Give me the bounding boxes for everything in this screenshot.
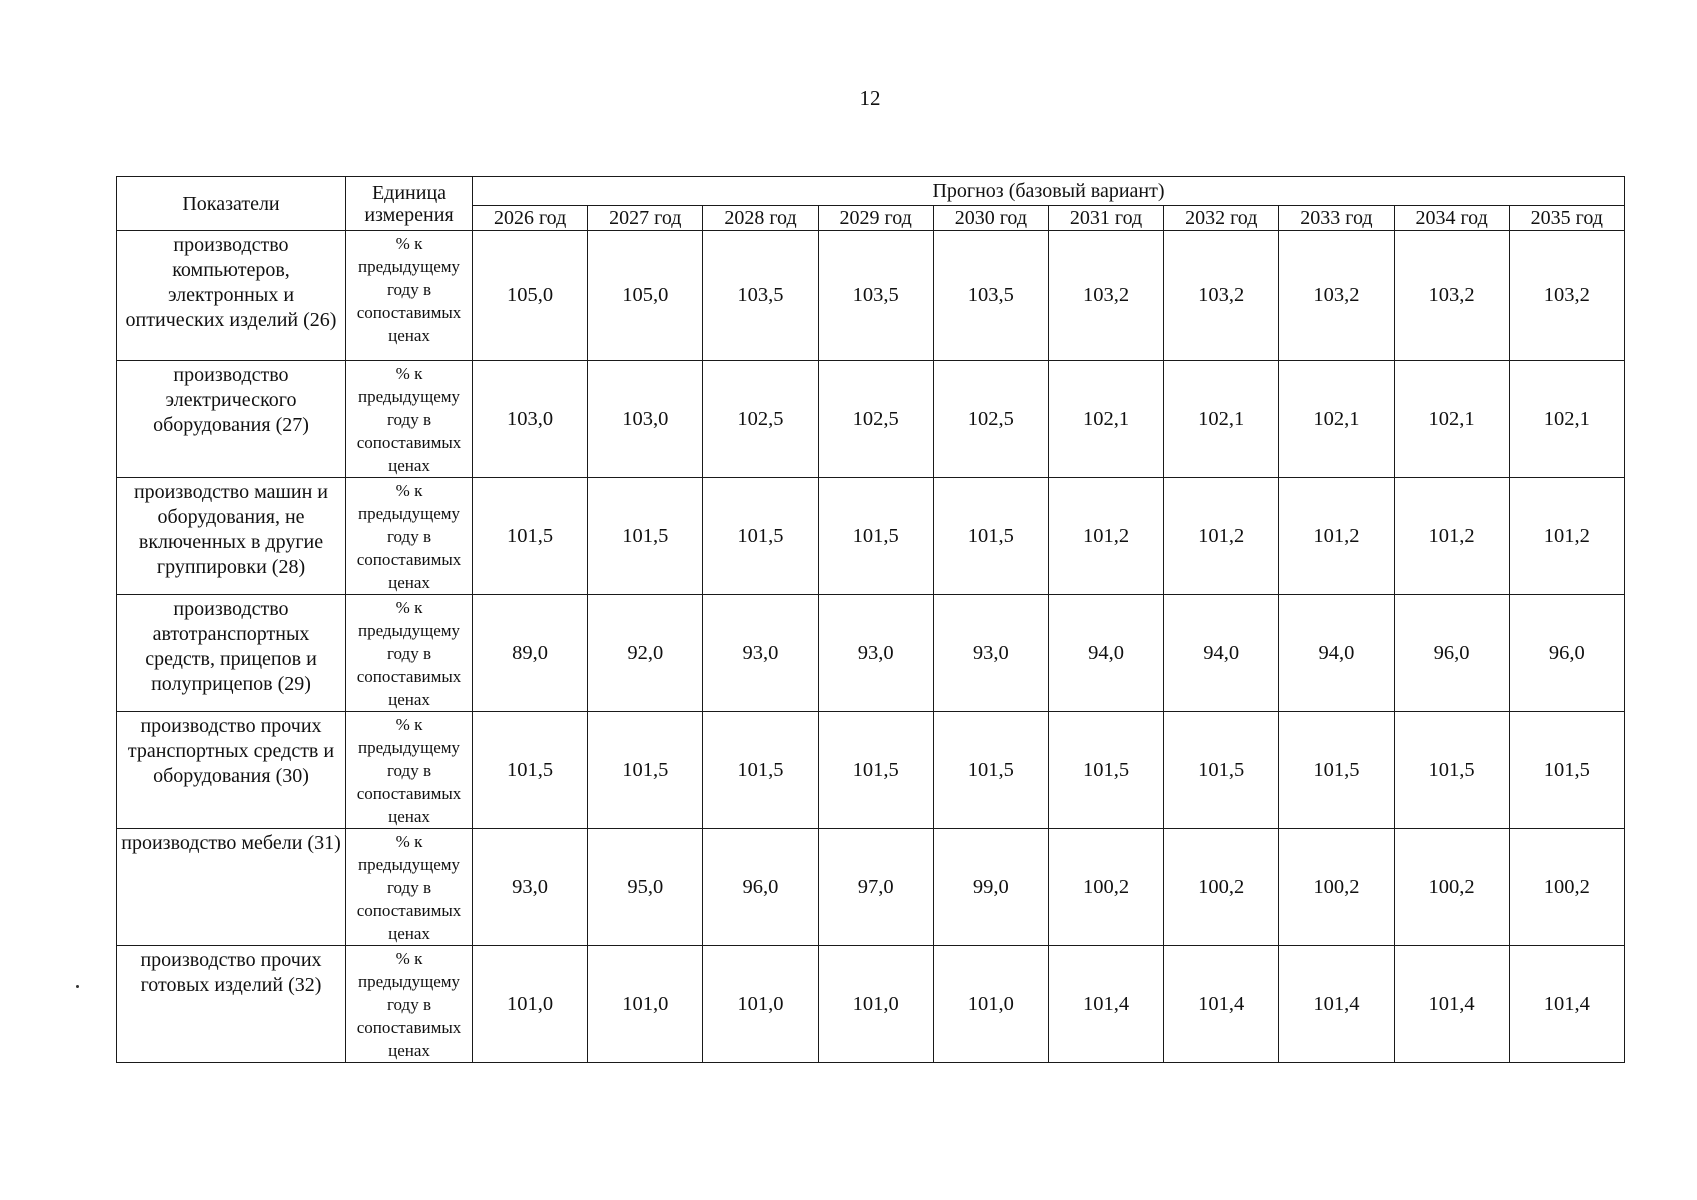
table-row xyxy=(117,946,1625,1063)
unit-cell: % к предыдущему году в сопоставимых ценах xyxy=(346,231,473,361)
table-row xyxy=(117,829,1625,946)
value-cell: 103,5 xyxy=(703,231,818,361)
value-cell: 95,0 xyxy=(588,829,703,946)
value-cell: 101,5 xyxy=(473,712,588,829)
value-cell: 96,0 xyxy=(1509,595,1624,712)
value-cell: 101,5 xyxy=(933,478,1048,595)
value-cell: 101,5 xyxy=(818,478,933,595)
value-cell: 101,0 xyxy=(703,946,818,1063)
header-year: 2029 год xyxy=(818,206,933,231)
unit-cell: % к предыдущему году в сопоставимых ценах xyxy=(346,478,473,595)
value-cell: 92,0 xyxy=(588,595,703,712)
value-cell: 100,2 xyxy=(1048,829,1163,946)
value-cell: 103,2 xyxy=(1164,231,1279,361)
value-cell: 101,5 xyxy=(933,712,1048,829)
value-cell: 94,0 xyxy=(1279,595,1394,712)
value-cell: 101,2 xyxy=(1509,478,1624,595)
header-year: 2034 год xyxy=(1394,206,1509,231)
indicator-cell: производство автотранспортных средств, прицепов и полуприцепов (29) xyxy=(117,595,346,712)
value-cell: 105,0 xyxy=(588,231,703,361)
unit-cell: % к предыдущему году в сопоставимых ценах xyxy=(346,829,473,946)
value-cell: 101,0 xyxy=(818,946,933,1063)
value-cell: 102,1 xyxy=(1279,361,1394,478)
value-cell: 101,5 xyxy=(703,712,818,829)
value-cell: 101,0 xyxy=(473,946,588,1063)
unit-cell: % к предыдущему году в сопоставимых ценах xyxy=(346,712,473,829)
forecast-table-container xyxy=(116,176,1624,1063)
value-cell: 99,0 xyxy=(933,829,1048,946)
header-year: 2035 год xyxy=(1509,206,1624,231)
value-cell: 101,2 xyxy=(1164,478,1279,595)
value-cell: 100,2 xyxy=(1164,829,1279,946)
value-cell: 101,5 xyxy=(588,478,703,595)
value-cell: 102,1 xyxy=(1509,361,1624,478)
value-cell: 93,0 xyxy=(933,595,1048,712)
header-year: 2033 год xyxy=(1279,206,1394,231)
value-cell: 101,0 xyxy=(933,946,1048,1063)
value-cell: 102,5 xyxy=(703,361,818,478)
value-cell: 93,0 xyxy=(473,829,588,946)
table-row xyxy=(117,478,1625,595)
value-cell: 101,0 xyxy=(588,946,703,1063)
value-cell: 100,2 xyxy=(1394,829,1509,946)
value-cell: 93,0 xyxy=(818,595,933,712)
header-year: 2031 год xyxy=(1048,206,1163,231)
value-cell: 101,5 xyxy=(1279,712,1394,829)
value-cell: 94,0 xyxy=(1048,595,1163,712)
unit-cell: % к предыдущему году в сопоставимых ценах xyxy=(346,946,473,1063)
value-cell: 96,0 xyxy=(703,829,818,946)
value-cell: 93,0 xyxy=(703,595,818,712)
value-cell: 101,5 xyxy=(1394,712,1509,829)
table-row xyxy=(117,231,1625,361)
value-cell: 101,4 xyxy=(1394,946,1509,1063)
header-year: 2032 год xyxy=(1164,206,1279,231)
value-cell: 103,0 xyxy=(473,361,588,478)
value-cell: 101,4 xyxy=(1048,946,1163,1063)
header-year: 2030 год xyxy=(933,206,1048,231)
value-cell: 101,4 xyxy=(1279,946,1394,1063)
value-cell: 103,5 xyxy=(818,231,933,361)
value-cell: 102,1 xyxy=(1164,361,1279,478)
value-cell: 102,1 xyxy=(1394,361,1509,478)
table-row xyxy=(117,361,1625,478)
value-cell: 103,2 xyxy=(1279,231,1394,361)
value-cell: 100,2 xyxy=(1509,829,1624,946)
indicator-cell: производство компьютеров, электронных и оптических изделий (26) xyxy=(117,231,346,361)
value-cell: 101,5 xyxy=(588,712,703,829)
value-cell: 101,5 xyxy=(473,478,588,595)
page-number: 12 xyxy=(859,86,881,110)
value-cell: 101,5 xyxy=(1164,712,1279,829)
scan-speck xyxy=(76,985,79,988)
value-cell: 97,0 xyxy=(818,829,933,946)
value-cell: 101,2 xyxy=(1048,478,1163,595)
value-cell: 105,0 xyxy=(473,231,588,361)
header-indicator: Показатели xyxy=(117,177,346,231)
value-cell: 102,5 xyxy=(818,361,933,478)
indicator-cell: производство электрического оборудования (27) xyxy=(117,361,346,478)
value-cell: 101,5 xyxy=(703,478,818,595)
value-cell: 103,2 xyxy=(1394,231,1509,361)
header-year: 2026 год xyxy=(473,206,588,231)
indicator-cell: производство прочих готовых изделий (32) xyxy=(117,946,346,1063)
value-cell: 101,4 xyxy=(1164,946,1279,1063)
forecast-table xyxy=(116,176,1625,1063)
indicator-cell: производство прочих транспортных средств и оборудования (30) xyxy=(117,712,346,829)
value-cell: 103,2 xyxy=(1048,231,1163,361)
value-cell: 101,5 xyxy=(818,712,933,829)
value-cell: 102,1 xyxy=(1048,361,1163,478)
value-cell: 103,5 xyxy=(933,231,1048,361)
unit-cell: % к предыдущему году в сопоставимых ценах xyxy=(346,361,473,478)
value-cell: 94,0 xyxy=(1164,595,1279,712)
value-cell: 103,2 xyxy=(1509,231,1624,361)
table-body xyxy=(117,231,1625,1063)
header-unit: Единица измерения xyxy=(346,177,473,231)
value-cell: 103,0 xyxy=(588,361,703,478)
value-cell: 102,5 xyxy=(933,361,1048,478)
value-cell: 101,4 xyxy=(1509,946,1624,1063)
value-cell: 96,0 xyxy=(1394,595,1509,712)
header-forecast: Прогноз (базовый вариант) xyxy=(473,177,1625,206)
unit-cell: % к предыдущему году в сопоставимых ценах xyxy=(346,595,473,712)
indicator-cell: производство мебели (31) xyxy=(117,829,346,946)
value-cell: 101,5 xyxy=(1509,712,1624,829)
value-cell: 89,0 xyxy=(473,595,588,712)
header-year: 2027 год xyxy=(588,206,703,231)
table-row xyxy=(117,712,1625,829)
value-cell: 100,2 xyxy=(1279,829,1394,946)
table-row xyxy=(117,595,1625,712)
indicator-cell: производство машин и оборудования, не включенных в другие группировки (28) xyxy=(117,478,346,595)
value-cell: 101,5 xyxy=(1048,712,1163,829)
value-cell: 101,2 xyxy=(1394,478,1509,595)
header-year: 2028 год xyxy=(703,206,818,231)
value-cell: 101,2 xyxy=(1279,478,1394,595)
